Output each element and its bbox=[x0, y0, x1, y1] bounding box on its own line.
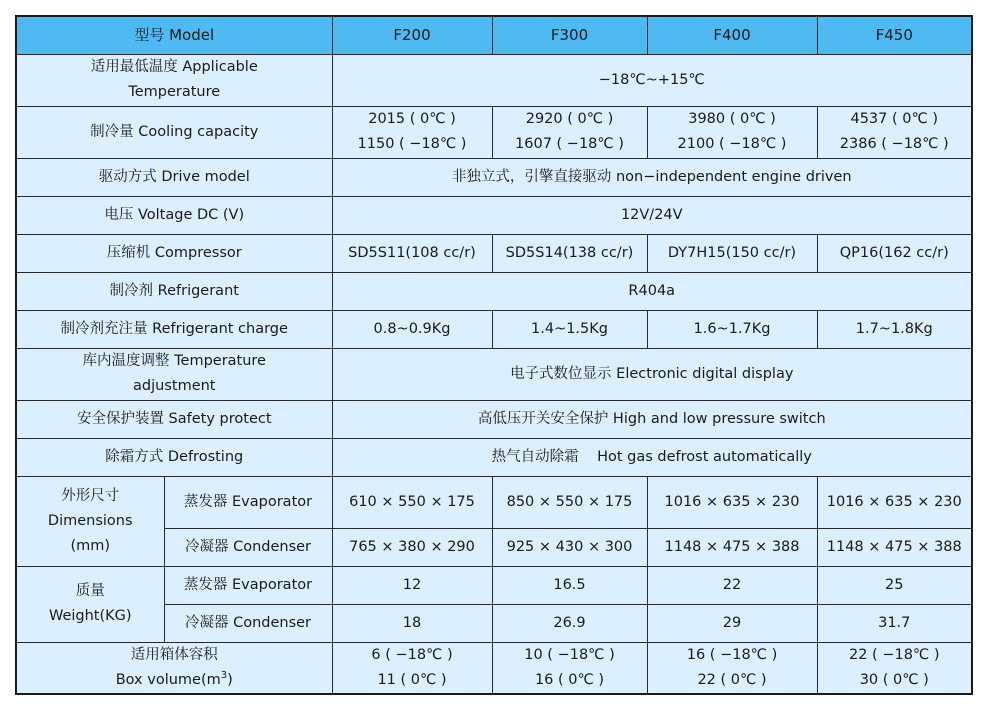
row-cooling-capacity bbox=[16, 106, 972, 158]
refrigerant-charge-f400: 1.6~1.7Kg bbox=[647, 310, 817, 348]
box-volume-label-line1: 适用箱体容积 bbox=[130, 646, 218, 663]
applicable-temperature-label-line2: Temperature bbox=[128, 84, 221, 100]
box-volume-f200-0c: 11 ( 0℃ ) bbox=[377, 671, 447, 688]
weight-evaporator-f450: 25 bbox=[817, 566, 972, 604]
temperature-adjustment-label-line1: 库内温度调整 Temperature bbox=[82, 353, 266, 369]
weight-evaporator-f200: 12 bbox=[332, 566, 492, 604]
voltage-value: 12V/24V bbox=[332, 196, 972, 234]
cooling-capacity-f200-minus18c: 1150 ( −18℃ ) bbox=[357, 136, 467, 152]
dimensions-condenser-f200: 765 × 380 × 290 bbox=[332, 528, 492, 566]
row-dimensions-evaporator bbox=[16, 476, 972, 528]
box-volume-f300 bbox=[492, 642, 647, 694]
dimensions-condenser-f450: 1148 × 475 × 388 bbox=[817, 528, 972, 566]
box-volume-f400-minus18c: 16 ( −18℃ ) bbox=[686, 646, 778, 663]
weight-evaporator-label: 蒸发器 Evaporator bbox=[164, 566, 332, 604]
refrigerant-charge-f300: 1.4~1.5Kg bbox=[492, 310, 647, 348]
refrigerant-label: 制冷剂 Refrigerant bbox=[16, 272, 332, 310]
dimensions-evaporator-f200: 610 × 550 × 175 bbox=[332, 476, 492, 528]
dimensions-condenser-f300: 925 × 430 × 300 bbox=[492, 528, 647, 566]
refrigerant-charge-f200: 0.8~0.9Kg bbox=[332, 310, 492, 348]
row-drive-model bbox=[16, 158, 972, 196]
safety-protect-label: 安全保护装置 Safety protect bbox=[16, 400, 332, 438]
compressor-f400: DY7H15(150 cc/r) bbox=[647, 234, 817, 272]
model-header-label: 型号 Model bbox=[16, 16, 332, 54]
temperature-adjustment-value: 电子式数位显示 Electronic digital display bbox=[332, 348, 972, 400]
refrigerant-charge-f450: 1.7~1.8Kg bbox=[817, 310, 972, 348]
weight-condenser-f450: 31.7 bbox=[817, 604, 972, 642]
row-safety-protect bbox=[16, 400, 972, 438]
applicable-temperature-value: −18℃~+15℃ bbox=[332, 54, 972, 106]
dimensions-label-line3: (mm) bbox=[70, 537, 111, 554]
model-f200: F200 bbox=[332, 16, 492, 54]
defrosting-label: 除霜方式 Defrosting bbox=[16, 438, 332, 476]
weight-condenser-f400: 29 bbox=[647, 604, 817, 642]
box-volume-f400-0c: 22 ( 0℃ ) bbox=[697, 671, 767, 688]
box-volume-label-superscript: 3 bbox=[220, 669, 228, 681]
weight-condenser-label: 冷凝器 Condenser bbox=[164, 604, 332, 642]
box-volume-f300-0c: 16 ( 0℃ ) bbox=[534, 671, 605, 688]
model-f400: F400 bbox=[647, 16, 817, 54]
box-volume-label-close: ) bbox=[227, 671, 233, 688]
compressor-f300: SD5S14(138 cc/r) bbox=[492, 234, 647, 272]
row-applicable-temperature bbox=[16, 54, 972, 106]
voltage-label: 电压 Voltage DC (V) bbox=[16, 196, 332, 234]
cooling-capacity-f450-minus18c: 2386 ( −18℃ ) bbox=[839, 136, 949, 152]
temperature-adjustment-label bbox=[16, 348, 332, 400]
refrigerant-charge-label: 制冷剂充注量 Refrigerant charge bbox=[16, 310, 332, 348]
cooling-capacity-f400-minus18c: 2100 ( −18℃ ) bbox=[677, 136, 787, 152]
box-volume-f300-minus18c: 10 ( −18℃ ) bbox=[524, 646, 615, 663]
cooling-capacity-f450-0c: 4537 ( 0℃ ) bbox=[850, 111, 939, 127]
box-volume-label-text: Box volume(m bbox=[115, 671, 221, 688]
cooling-capacity-label: 制冷量 Cooling capacity bbox=[16, 106, 332, 158]
dimensions-condenser-f400: 1148 × 475 × 388 bbox=[647, 528, 817, 566]
applicable-temperature-label-line1: 适用最低温度 Applicable bbox=[90, 59, 258, 75]
box-volume-label-line2 bbox=[21, 668, 328, 693]
dimensions-evaporator-f450: 1016 × 635 × 230 bbox=[817, 476, 972, 528]
dimensions-label-line1: 外形尺寸 bbox=[61, 487, 120, 504]
dimensions-evaporator-label: 蒸发器 Evaporator bbox=[164, 476, 332, 528]
dimensions-condenser-label: 冷凝器 Condenser bbox=[164, 528, 332, 566]
spec-table bbox=[15, 15, 973, 695]
box-volume-label bbox=[16, 642, 332, 694]
weight-evaporator-f400: 22 bbox=[647, 566, 817, 604]
header-row bbox=[16, 16, 972, 54]
dimensions-evaporator-f400: 1016 × 635 × 230 bbox=[647, 476, 817, 528]
compressor-f450: QP16(162 cc/r) bbox=[817, 234, 972, 272]
cooling-capacity-f300 bbox=[492, 106, 647, 158]
weight-label-line2: Weight(KG) bbox=[48, 608, 132, 624]
row-voltage bbox=[16, 196, 972, 234]
row-refrigerant-charge bbox=[16, 310, 972, 348]
weight-condenser-f200: 18 bbox=[332, 604, 492, 642]
box-volume-f200-minus18c: 6 ( −18℃ ) bbox=[371, 646, 453, 663]
weight-condenser-f300: 26.9 bbox=[492, 604, 647, 642]
refrigerant-value: R404a bbox=[332, 272, 972, 310]
weight-label bbox=[16, 566, 164, 642]
compressor-label: 压缩机 Compressor bbox=[16, 234, 332, 272]
model-f300: F300 bbox=[492, 16, 647, 54]
dimensions-evaporator-f300: 850 × 550 × 175 bbox=[492, 476, 647, 528]
cooling-capacity-f200-0c: 2015 ( 0℃ ) bbox=[368, 111, 456, 127]
dimensions-label bbox=[16, 476, 164, 566]
cooling-capacity-f400-0c: 3980 ( 0℃ ) bbox=[688, 111, 776, 127]
defrosting-value: 热气自动除霜 Hot gas defrost automatically bbox=[332, 438, 972, 476]
row-compressor bbox=[16, 234, 972, 272]
compressor-f200: SD5S11(108 cc/r) bbox=[332, 234, 492, 272]
cooling-capacity-f400 bbox=[647, 106, 817, 158]
row-weight-evaporator bbox=[16, 566, 972, 604]
drive-model-label: 驱动方式 Drive model bbox=[16, 158, 332, 196]
applicable-temperature-label bbox=[16, 54, 332, 106]
cooling-capacity-f300-0c: 2920 ( 0℃ ) bbox=[525, 111, 614, 127]
box-volume-f450 bbox=[817, 642, 972, 694]
safety-protect-value: 高低压开关安全保护 High and low pressure switch bbox=[332, 400, 972, 438]
row-defrosting bbox=[16, 438, 972, 476]
weight-label-line1: 质量 bbox=[75, 583, 105, 599]
drive-model-value: 非独立式，引擎直接驱动 non−independent engine driven bbox=[332, 158, 972, 196]
cooling-capacity-f300-minus18c: 1607 ( −18℃ ) bbox=[515, 136, 624, 152]
box-volume-f200 bbox=[332, 642, 492, 694]
box-volume-f400 bbox=[647, 642, 817, 694]
weight-evaporator-f300: 16.5 bbox=[492, 566, 647, 604]
box-volume-f450-minus18c: 22 ( −18℃ ) bbox=[849, 646, 940, 663]
dimensions-label-line2: Dimensions bbox=[47, 512, 133, 529]
row-box-volume bbox=[16, 642, 972, 694]
row-temperature-adjustment bbox=[16, 348, 972, 400]
row-refrigerant bbox=[16, 272, 972, 310]
box-volume-f450-0c: 30 ( 0℃ ) bbox=[859, 671, 929, 688]
temperature-adjustment-label-line2: adjustment bbox=[133, 378, 216, 394]
model-f450: F450 bbox=[817, 16, 972, 54]
cooling-capacity-f450 bbox=[817, 106, 972, 158]
cooling-capacity-f200 bbox=[332, 106, 492, 158]
